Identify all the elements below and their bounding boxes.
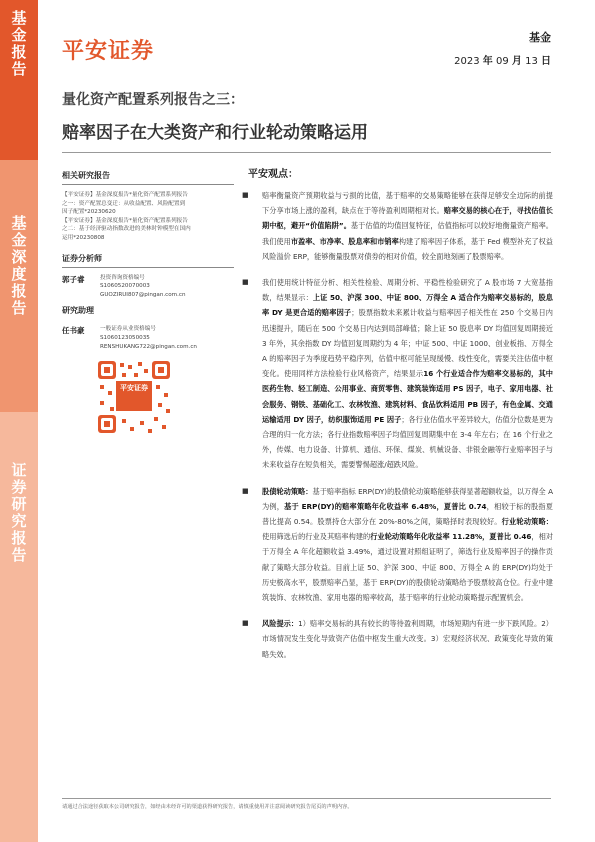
para-text-bold: 股债轮动策略：	[262, 486, 313, 496]
left-column	[62, 168, 234, 435]
para-text-bold: 行业轮动策略年化收益率 11.28%，夏普比 0.46	[370, 532, 532, 542]
sidebar-block-report	[0, 0, 38, 160]
para-text: ，相对于万得全 A 年化超额收益 3.49%，通过设置对照组证明了，筛选行业及赔率因子的操作贡献了策略大部分收益。目前上证 50、沪深 300、中证 800、万得全 A 的 ERP(DY)均处于历史极高水平，股票赔率凸显，基于 ERP(DY)的股债轮动策略给予股票较高仓位。行业中建筑装饰、农林牧渔、家用电器的赔率较高，基于赔率的行业轮动策略提示配置机会。	[262, 532, 553, 603]
summary-paragraph	[242, 275, 553, 473]
date-year: 2023	[454, 56, 480, 67]
related-line[interactable]: 【平安证券】基金深度报告*量化资产配置系列报告	[62, 217, 188, 224]
bullet-icon: ■	[242, 486, 249, 495]
related-reports-list	[62, 191, 234, 243]
related-reports-heading: 相关研究报告	[62, 168, 234, 185]
qr-code[interactable]	[96, 359, 172, 435]
doc-type: 基金	[529, 31, 551, 44]
para-text-bold: 赔率交易的核心在于，寻找估值长期中枢，避开“价值陷阱”。	[262, 206, 553, 231]
related-line[interactable]: 之一：资产配置总变迁：从收益配置、风险配置到	[62, 200, 186, 207]
summary-column	[242, 165, 553, 662]
assistant-card	[62, 325, 234, 351]
analyst-card	[62, 274, 234, 300]
bullet-icon: ■	[242, 619, 249, 628]
analyst-name: 郭子睿	[62, 274, 85, 284]
para-text: ，相较于标的股指夏普比提高 0.54。股票持仓大部分在 20%-80%之间，策略择时表现较好。	[262, 501, 553, 527]
para-text: 1）赔率交易标的具有较长的等待盈利周期，市场短期内有进一步下跌风险。2）市场情况发生变化导致资产估值中枢发生重大改变。3）宏观经济状况、政策变化导致的策略失效。	[262, 619, 553, 659]
assistant-email[interactable]: RENSHUKANG722@pingan.com.cn	[100, 343, 197, 350]
summary-paragraph	[242, 188, 553, 264]
sidebar-label-3: 证券研究报告	[9, 462, 28, 564]
doc-date	[454, 52, 551, 67]
para-text: 我们使用统计特征分析、相关性检验、周期分析、平稳性检验研究了 A 股市场 7 大宽基指数，结果显示：	[262, 278, 553, 303]
para-text-bold: 市盈率、市净率、股息率和市销率	[290, 236, 399, 246]
bullet-icon: ■	[242, 278, 249, 287]
assistant-license-label: 一般证券从业资格编号	[100, 326, 156, 333]
sidebar-block-depth	[0, 160, 38, 412]
para-text-bold: 行业轮动策略：	[501, 517, 553, 527]
report-title: 赔率因子在大类资产和行业轮动策略运用	[62, 123, 368, 143]
date-month: 09	[495, 56, 509, 67]
analyst-email[interactable]: GUOZIRUI807@pingan.com.cn	[100, 291, 186, 298]
para-text-bold: 上证 50、沪深 300、中证 800、万得全 A 适合作为赔率交易标的，股息率 DY 是更合适的赔率因子	[262, 293, 553, 318]
sidebar-label-1: 基金报告	[9, 10, 28, 78]
summary-paragraph	[242, 616, 553, 662]
date-year-unit: 年	[482, 56, 493, 67]
sidebar-block-research	[0, 412, 38, 842]
related-line[interactable]: 【平安证券】基金深度报告*量化资产配置系列报告	[62, 192, 188, 198]
summary-heading: 平安观点：	[248, 169, 298, 180]
analyst-license-number: S1060520070003	[100, 283, 150, 290]
footer-disclaimer: 请通过合法途径获取本公司研究报告，如经由未经许可的渠道获得研究报告，请慎重使用并注意阅读研究报告尾页的声明内容。	[62, 798, 551, 810]
para-text: ；各行业估值水平差异较大，估值分位数是更为合理的归一化方法；各行业指数赔率因子均值回复周期集中在 3-4 年左右；在 16 个行业之外，传媒、电力设备、计算机、通信、环保、煤炭、机械设备、非银金融等行业赔率因子与未来收益存在短负相关，需要警惕超涨/超跌风险。	[262, 414, 553, 470]
sidebar-label-2: 基金深度报告	[9, 215, 28, 317]
company-logo: 平安证券	[62, 39, 155, 64]
date-month-unit: 月	[511, 56, 522, 67]
summary-paragraph	[242, 484, 553, 606]
bullet-icon: ■	[242, 191, 249, 199]
related-line[interactable]: 运用*20230808	[62, 234, 105, 241]
para-text-bold: 16 个行业适合作为赔率交易标的，其中医药生物、轻工制造、公用事业、商贸零售、建筑装饰适用 PS 因子，电子、家用电器、社会服务、钢铁、基础化工、农林牧渔、建筑材料、食品饮料适用 PB 因子，有色金属、交通运输适用 DY 因子，纺织服饰适用 PE 因子	[262, 369, 553, 424]
report-series-title: 量化资产配置系列报告之三：	[62, 92, 244, 108]
assistant-heading: 研究助理	[62, 306, 94, 316]
assistant-license-number: S1060123050035	[100, 334, 150, 341]
para-text-bold: 基于 ERP(DY)的赔率策略年化收益率 6.48%，夏普比 0.74	[284, 501, 487, 511]
qr-brand-label: 平安证券	[116, 381, 152, 411]
para-text-bold: 风险提示：	[262, 619, 299, 629]
date-day: 13	[525, 56, 538, 67]
para-text: 赔率衡量资产预期收益与亏损的比值，基于赔率的交易策略能够在获得足够安全边际的前提下分享市场上涨的盈利，缺点在于等待盈利周期相对长。	[262, 191, 553, 216]
para-text: ；股票指数未来累计收益与赔率因子相关性在 250 个交易日内迅速提升，随后在 500 个交易日内达到局部峰值；除上证 50 股息率 DY 均值回复周期接近 3 年外，其余指数 DY 均值回复周期约为 4 年；中证 500、中证 1000、创业板指、万得全 A 的赔率因子为季度趋势平稳序列，估值中枢可能呈现缓慢、线性变化，需要关注估值中枢变化。使用同样方法检验行业风格资产，结果显示	[262, 308, 553, 379]
analyst-license-label: 投资咨询资格编号	[100, 274, 145, 281]
para-text: 基于估值的均值回复特征，估值指标可以较好地衡量资产赔率。我们使用	[262, 221, 553, 246]
para-text: 使用筛选后的行业及其赔率构建的	[262, 532, 371, 542]
assistant-name: 任书豪	[62, 326, 85, 336]
related-line[interactable]: 因子配置*20230620	[62, 209, 116, 216]
para-text: 基于赔率指标 ERP(DY)的股债轮动策略能够获得显著超额收益，以万得全 A 为例，	[262, 486, 553, 511]
date-day-unit: 日	[541, 56, 551, 67]
para-text: 构建了赔率因子体系，基于 Fed 模型补充了权益风险溢价 ERP，能够衡量股票对债券的相对价值，较全面地刻画了股票赔率。	[262, 236, 553, 261]
header-divider	[62, 152, 551, 153]
analyst-info	[100, 274, 186, 300]
related-line[interactable]: 之二：基于经济驱动指数改进的美林时钟模型在国内	[62, 226, 191, 233]
analyst-heading: 证券分析师	[62, 251, 234, 268]
assistant-info	[100, 325, 197, 351]
